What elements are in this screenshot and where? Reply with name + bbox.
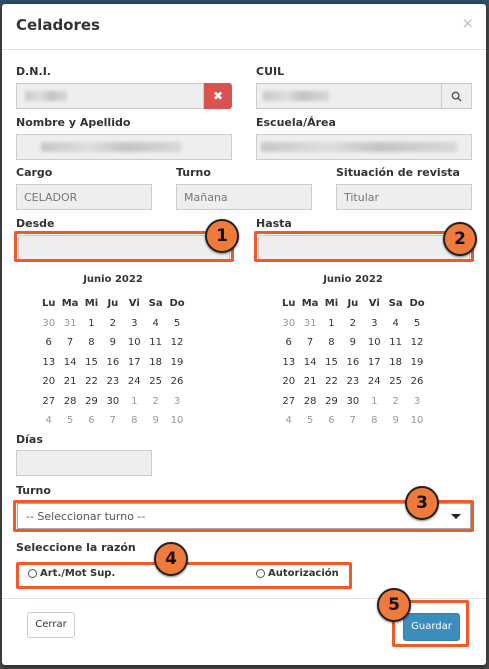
calendar-day[interactable]: 21: [63, 376, 77, 387]
calendar-day[interactable]: 5: [66, 415, 74, 426]
calendar-day[interactable]: 16: [106, 356, 120, 368]
calendar-week-row: [278, 411, 428, 431]
turno-info-input[interactable]: Mañana: [176, 184, 312, 210]
calendar-day[interactable]: 9: [392, 415, 399, 426]
calendar-day[interactable]: 11: [389, 337, 403, 348]
calendar-weekday: Ma: [301, 298, 319, 309]
calendar-day[interactable]: 22: [325, 376, 338, 387]
calendar-weekday: Lu: [41, 298, 56, 309]
calendar-day[interactable]: 6: [88, 415, 95, 426]
redacted-value: [263, 91, 329, 101]
calendar-month-title: Junio 2022: [83, 274, 143, 285]
calendar-week-row: [278, 353, 428, 373]
calendar-week-row: [278, 372, 428, 392]
calendar-day[interactable]: 7: [66, 337, 74, 348]
calendar-day[interactable]: 5: [306, 415, 314, 426]
dni-clear-button[interactable]: [204, 83, 232, 109]
calendar-day[interactable]: 24: [127, 376, 141, 387]
calendar-day[interactable]: 30: [346, 395, 360, 407]
calendar-week-row: [38, 353, 188, 373]
calendar-weekday: Ju: [347, 298, 359, 309]
calendar-day[interactable]: 1: [371, 395, 378, 407]
calendar-weekday: Sa: [388, 298, 403, 309]
nombre-input[interactable]: [16, 134, 232, 160]
calendar-day[interactable]: 2: [109, 317, 117, 329]
calendar-day[interactable]: 15: [85, 356, 98, 368]
radio-circle-icon[interactable]: [28, 569, 37, 578]
turno-info-label: Turno: [176, 166, 211, 179]
calendar-weekday: Mi: [84, 298, 99, 309]
calendar-day[interactable]: 20: [282, 376, 296, 387]
nombre-label: Nombre y Apellido: [16, 116, 131, 129]
escuela-input[interactable]: [256, 134, 472, 160]
calendar-week-row: [278, 392, 428, 412]
calendar-day[interactable]: 26: [410, 376, 424, 387]
calendar-day[interactable]: 31: [303, 317, 317, 329]
calendar-day[interactable]: 25: [389, 376, 403, 387]
calendar-weekday: Ma: [61, 298, 79, 309]
calendar-day[interactable]: 9: [109, 337, 117, 348]
calendar-day[interactable]: 1: [88, 317, 95, 329]
calendar-day[interactable]: 8: [131, 415, 138, 426]
calendar-day[interactable]: 13: [282, 356, 296, 368]
calendar-day[interactable]: 18: [149, 356, 163, 368]
radio-label: Art./Mot Sup.: [40, 568, 116, 579]
annotation-badge-3: 3: [405, 486, 439, 520]
hasta-input[interactable]: [258, 235, 470, 261]
calendar-day[interactable]: 27: [42, 395, 56, 407]
annotation-badge-1: 1: [205, 219, 239, 253]
calendar-day[interactable]: 16: [346, 356, 360, 368]
calendar-day[interactable]: 23: [106, 376, 120, 387]
calendar-day[interactable]: 11: [149, 337, 163, 348]
cuil-search-button[interactable]: [442, 83, 472, 109]
turno-select-label: Turno: [16, 484, 51, 497]
calendar-day[interactable]: 28: [303, 395, 317, 407]
dias-input[interactable]: [16, 450, 152, 476]
calendar-month-title: Junio 2022: [323, 274, 383, 285]
calendar-day[interactable]: 9: [152, 415, 159, 426]
calendar-day[interactable]: 6: [285, 337, 292, 348]
calendar-day[interactable]: 6: [328, 415, 335, 426]
dni-label: D.N.I.: [16, 65, 51, 78]
calendar-day[interactable]: 17: [367, 356, 381, 368]
calendar-day[interactable]: 3: [413, 395, 421, 407]
calendar-day[interactable]: 3: [173, 395, 181, 407]
times-icon: ✖: [212, 89, 224, 103]
calendar-grid: [278, 294, 428, 431]
calendar-day[interactable]: 8: [88, 337, 95, 348]
radio-circle-icon[interactable]: [256, 569, 265, 578]
calendar-day[interactable]: 26: [170, 376, 184, 387]
calendar-week-row: [38, 333, 188, 353]
dias-label: Días: [16, 433, 43, 446]
calendar-day[interactable]: 7: [109, 415, 117, 426]
calendar-day[interactable]: 19: [410, 356, 424, 368]
calendar-day[interactable]: 19: [170, 356, 184, 368]
calendar-day[interactable]: 24: [367, 376, 381, 387]
calendar-week-row: [278, 333, 428, 353]
calendar-day[interactable]: 23: [346, 376, 360, 387]
calendar-weekday: Lu: [281, 298, 296, 309]
calendar-day[interactable]: 30: [106, 395, 120, 407]
calendar-day[interactable]: 10: [367, 337, 381, 348]
radio-autorizacion[interactable]: [256, 568, 339, 579]
cargo-label: Cargo: [16, 166, 53, 179]
dni-input[interactable]: [16, 83, 204, 109]
calendar-day[interactable]: 10: [410, 415, 424, 426]
calendar-day[interactable]: 8: [371, 415, 378, 426]
calendar-weekday: Sa: [148, 298, 163, 309]
calendar-day[interactable]: 4: [152, 317, 159, 329]
calendar-day[interactable]: 30: [282, 317, 296, 329]
hasta-label: Hasta: [256, 217, 292, 230]
calendar-day[interactable]: 15: [325, 356, 338, 368]
calendar-week-row: [38, 372, 188, 392]
calendar-day[interactable]: 3: [131, 317, 138, 329]
calendar-weekday: Vi: [368, 298, 380, 309]
calendar-week-row: [38, 314, 188, 334]
modal-header: [2, 4, 486, 50]
redacted-value: [41, 142, 181, 152]
escuela-label: Escuela/Área: [256, 116, 336, 129]
redacted-value: [261, 142, 457, 152]
calendar-grid: [38, 294, 188, 431]
cuil-label: CUIL: [256, 65, 285, 78]
calendar-day[interactable]: 10: [170, 415, 184, 426]
calendar-day[interactable]: 21: [303, 376, 317, 387]
calendar-day[interactable]: 31: [63, 317, 77, 329]
desde-input[interactable]: [18, 235, 230, 261]
calendar-day[interactable]: 7: [306, 337, 314, 348]
calendar-day[interactable]: 4: [392, 317, 399, 329]
situacion-input[interactable]: Titular: [336, 184, 472, 210]
calendar-day[interactable]: 14: [303, 356, 317, 368]
calendar-day[interactable]: 2: [349, 317, 357, 329]
modal-footer-divider: [2, 598, 486, 599]
calendar-week-row: [278, 314, 428, 334]
celadores-modal: [2, 4, 486, 665]
cargo-input[interactable]: CELADOR: [16, 184, 152, 210]
radio-art-mot-sup[interactable]: [28, 568, 115, 579]
caret-down-icon: [451, 514, 461, 519]
calendar-day[interactable]: 1: [328, 317, 335, 329]
redacted-value: [25, 91, 67, 101]
calendar-day[interactable]: 18: [389, 356, 403, 368]
razon-label: Seleccione la razón: [16, 541, 136, 554]
calendar-day[interactable]: 8: [328, 337, 335, 348]
calendar-day[interactable]: 17: [127, 356, 141, 368]
annotation-badge-2: 2: [443, 222, 477, 256]
calendar-day[interactable]: 7: [349, 415, 357, 426]
calendar-day[interactable]: 28: [63, 395, 77, 407]
calendar-day[interactable]: 13: [42, 356, 56, 368]
calendar-day[interactable]: 22: [85, 376, 98, 387]
guardar-button[interactable]: Guardar: [403, 613, 460, 641]
turno-select-value: -- Seleccionar turno --: [26, 510, 146, 523]
turno-select[interactable]: [17, 503, 471, 529]
calendar-day[interactable]: 12: [170, 337, 184, 348]
cerrar-button[interactable]: Cerrar: [27, 612, 75, 638]
calendar-day[interactable]: 3: [371, 317, 378, 329]
calendar-weekday: Vi: [128, 298, 140, 309]
calendar-day[interactable]: 10: [127, 337, 141, 348]
calendar-day[interactable]: 9: [349, 337, 357, 348]
calendar-day[interactable]: 14: [63, 356, 77, 368]
radio-label: Autorización: [268, 568, 339, 579]
calendar-day[interactable]: 2: [152, 395, 159, 407]
modal-title: Celadores: [16, 16, 100, 34]
desde-label: Desde: [16, 217, 55, 230]
calendar-weekday-row: [278, 294, 428, 314]
annotation-badge-5: 5: [377, 588, 411, 622]
calendar-day[interactable]: 2: [392, 395, 399, 407]
calendar-day[interactable]: 5: [413, 317, 421, 329]
calendar-week-row: [38, 392, 188, 412]
calendar-day[interactable]: 4: [285, 415, 292, 426]
calendar-day[interactable]: 30: [42, 317, 56, 329]
calendar-day[interactable]: 29: [85, 395, 98, 407]
calendar-weekday-row: [38, 294, 188, 314]
calendar-day[interactable]: 27: [282, 395, 296, 407]
cuil-input[interactable]: [256, 83, 442, 109]
calendar-day[interactable]: 29: [325, 395, 338, 407]
situacion-label: Situación de revista: [336, 166, 460, 179]
calendar-weekday: Ju: [107, 298, 119, 309]
calendar-week-row: [38, 411, 188, 431]
calendar-weekday: Mi: [324, 298, 339, 309]
calendar-day[interactable]: 12: [410, 337, 424, 348]
calendar-weekday: Do: [169, 298, 185, 309]
search-icon: [451, 91, 462, 102]
calendar-day[interactable]: 25: [149, 376, 163, 387]
calendar-day[interactable]: 20: [42, 376, 56, 387]
calendar-day[interactable]: 5: [173, 317, 181, 329]
calendar-weekday: Do: [409, 298, 425, 309]
calendar-day[interactable]: 4: [45, 415, 52, 426]
close-icon[interactable]: ×: [461, 14, 474, 32]
annotation-badge-4: 4: [154, 542, 188, 576]
calendar-day[interactable]: 1: [131, 395, 138, 407]
calendar-day[interactable]: 6: [45, 337, 52, 348]
